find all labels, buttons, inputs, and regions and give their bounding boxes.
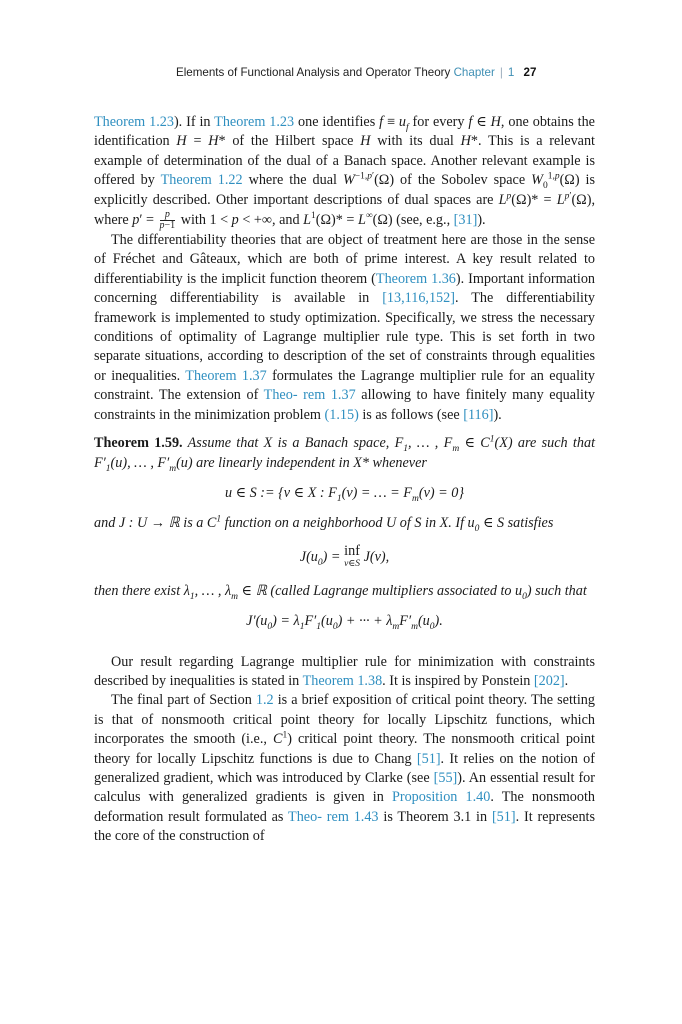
cite-13-116-152[interactable]: [13,116,152]	[382, 290, 455, 307]
ref-theorem-1-43-part-a[interactable]: Theo-	[288, 808, 322, 825]
theorem-text-2: and J : U → ℝ is a $C^1$ function on a neighborhood U of S in X. If $u_0$ ∈ S satisfies	[94, 514, 554, 535]
cite-31[interactable]: [31]	[453, 211, 478, 228]
running-header	[176, 66, 596, 79]
equation-minimum: $J(u_0)$ = inf v∈S J(v),	[299, 542, 390, 569]
header-separator: |	[499, 66, 503, 79]
ref-theorem-1-36[interactable]: Theorem 1.36	[375, 270, 456, 287]
ref-proposition-1-40[interactable]: Proposition 1.40	[391, 789, 491, 806]
cite-55[interactable]: [55]	[433, 769, 458, 786]
page-number: 27	[523, 66, 537, 79]
page-body	[94, 113, 595, 847]
ref-eq-1-15[interactable]: (1.15)	[324, 406, 359, 423]
ref-theorem-1-37-part-b[interactable]: rem 1.37	[303, 387, 356, 404]
spacer	[94, 643, 595, 653]
cite-202[interactable]: [202]	[533, 672, 565, 689]
paragraph-3: Our result regarding Lagrange multiplier rule for minimization with constraints described by inequalities is stated in Theorem 1.38. It is inspired by Ponstein [202].	[94, 653, 595, 689]
theorem-text-3: then there exist $\lambda_1$, … , $\lambda_m$ ∈ ℝ (called Lagrange multipliers associated to $u_0$) such that	[94, 582, 587, 602]
theorem-1-59: Theorem 1.59. Assume that X is a Banach space, $F_1$, … , $F_m$ ∈ $C^1(X)$ are such that $F'_1(u)$, … , $F'_m(u)$ are linearly independent in X* whenever	[94, 434, 596, 474]
book-title: Elements of Functional Analysis and Operator Theory	[176, 66, 451, 79]
ref-theorem-1-23b[interactable]: Theorem 1.23	[214, 114, 295, 130]
ref-theorem-1-37[interactable]: Theorem 1.37	[185, 367, 267, 384]
equation-multipliers: $J'(u_0) = \lambda_1F'_1(u_0)$ + ··· + $\lambda_mF'_m(u_0)$.	[246, 613, 443, 632]
paragraph-1: Theorem 1.23). If in Theorem 1.23 one identifies $f \equiv u_f$ for every f ∈ H, one obtains the identification H = H* of the Hilbert space H with its dual H*. This is a relevant example of determination of the dual of a Banach space. Another relevant example is offered by Theorem 1.22 where the dual $W^{-1,p'}(\Omega)$ of the Sobolev space $W_0^{1,p}(\Omega)$ is explicitly described. Other important descriptions of dual spaces are $L^p(\Omega)* = L^{p'}(\Omega)$, where p′ = $\frac{p}{p-1}$ with 1 < p < +∞, and $L^1(\Omega)* = L^\infty(\Omega)$ (see, e.g., [31]).	[94, 114, 595, 232]
chapter-label: Chapter	[453, 66, 495, 79]
paragraph-4: The final part of Section 1.2 is a brief exposition of critical point theory. The setting is that of nonsmooth critical point theory for locally Lipschitz functions, which incorporates the smooth (i.e., $C^1$) critical point theory. The nonsmooth critical point theory for locally Lipschitz functions is due to Chang [51]. It relies on the notion of generalized gradient, which was introduced by Clarke (see [55]). An essential result for calculus with generalized gradients is given in Proposition 1.40. The nonsmooth deformation result formulated as Theo- rem 1.43 is Theorem 3.1 in [51]. It represents the core of the construction of	[94, 692, 596, 845]
ref-theorem-1-37-part-a[interactable]: Theo-	[263, 387, 298, 404]
ref-section-1-2[interactable]: 1.2	[255, 692, 274, 709]
theorem-label: Theorem 1.59.	[94, 435, 183, 452]
cite-51b[interactable]: [51]	[491, 808, 516, 825]
cite-51[interactable]: [51]	[416, 750, 441, 767]
ref-theorem-1-22[interactable]: Theorem 1.22	[160, 172, 243, 189]
ref-theorem-1-43-part-b[interactable]: rem 1.43	[326, 808, 379, 825]
paragraph-2: The differentiability theories that are object of treatment here are those in the sense of Fréchet and Gâteaux, which are both of prime interest. A key result related to differentiability is the implicit function theorem (Theorem 1.36). Important information concerning differentiability is available in [13,116,152]. The differentiability framework is implemented to study optimization. Specifically, we stress the necessary conditions of optimality of Lagrange multiplier rule type. This is set forth in two separate situations, according to description of the set of constraints through equalities or inequalities. Theorem 1.37 formulates the Lagrange multiplier rule for an equality constraint. The extension of Theo- rem 1.37 allowing to have finitely many equality constraints in the minimization problem (1.15) is as follows (see [116]).	[94, 232, 596, 423]
ref-theorem-1-38[interactable]: Theorem 1.38	[302, 672, 383, 689]
infimum: inf v∈S	[344, 542, 361, 569]
ref-theorem-1-23[interactable]: Theorem 1.23	[94, 114, 174, 130]
cite-116[interactable]: [116]	[463, 406, 494, 423]
fraction: $\frac{p}{p-1}$	[159, 209, 176, 232]
chapter-number: 1	[507, 66, 515, 79]
equation-constraint-set: u ∈ S := {v ∈ X : $F_1(v)$ = … = $F_m(v) = 0$}	[224, 484, 465, 504]
